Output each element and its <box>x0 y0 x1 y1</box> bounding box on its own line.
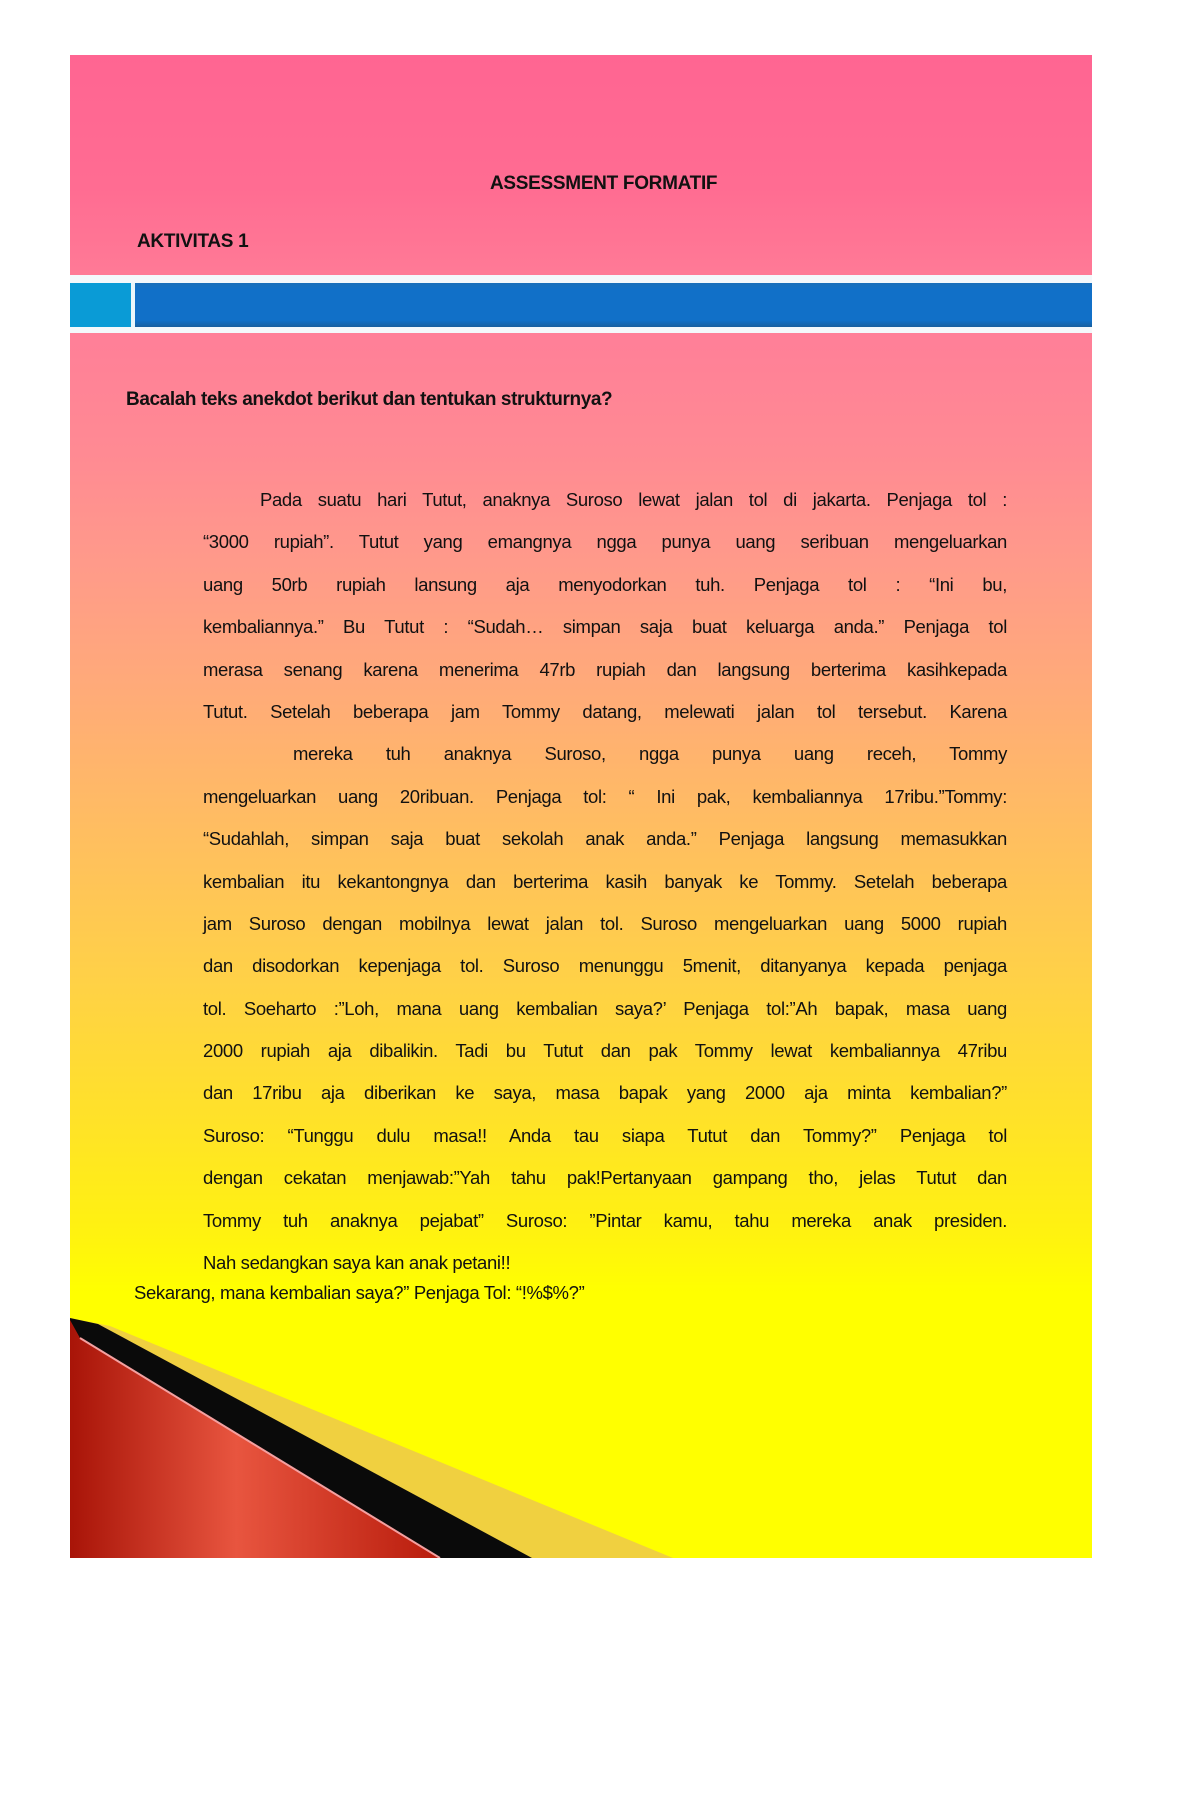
page-title: ASSESSMENT FORMATIF <box>490 173 718 194</box>
story-line: dengan cekatan menjawab:”Yah tahu pak!Pertanyaan gampang tho, jelas Tutut dan <box>203 1167 1007 1189</box>
story-line: tol. Soeharto :”Loh, mana uang kembalian saya?’ Penjaga tol:”Ah bapak, masa uang <box>203 997 1007 1019</box>
divider-line <box>70 275 1092 283</box>
blue-accent-block <box>70 283 131 327</box>
instruction-question: Bacalah teks anekdot berikut dan tentukan strukturnya? <box>126 389 613 410</box>
story-line: Tommy tuh anaknya pejabat” Suroso: ”Pintar kamu, tahu mereka anak presiden. <box>203 1209 1007 1231</box>
anecdote-text <box>203 479 1007 1284</box>
story-line: dan disodorkan kepenjaga tol. Suroso menunggu 5menit, ditanyanya kepada penjaga <box>203 955 1007 977</box>
story-line: merasa senang karena menerima 47rb rupiah dan langsung berterima kasihkepada <box>203 658 1007 680</box>
story-line: uang 50rb rupiah lansung aja menyodorkan tuh. Penjaga tol : “Ini bu, <box>203 573 1007 595</box>
story-closing-line: Sekarang, mana kembalian saya?” Penjaga Tol: “!%$%?” <box>134 1282 585 1303</box>
story-line: Pada suatu hari Tutut, anaknya Suroso lewat jalan tol di jakarta. Penjaga tol : <box>260 489 1007 510</box>
decorative-corner-swoosh <box>70 1318 1092 1558</box>
story-line: mengeluarkan uang 20ribuan. Penjaga tol: “ Ini pak, kembaliannya 17ribu.”Tommy: <box>203 785 1007 807</box>
header-band <box>70 55 1092 275</box>
story-line: Suroso: “Tunggu dulu masa!! Anda tau siapa Tutut dan Tommy?” Penjaga tol <box>203 1124 1007 1146</box>
story-line: Tutut. Setelah beberapa jam Tommy datang, melewati jalan tol tersebut. Karena <box>203 700 1007 722</box>
story-line: dan 17ribu aja diberikan ke saya, masa bapak yang 2000 aja minta kembalian?” <box>203 1082 1007 1104</box>
story-line: mereka tuh anaknya Suroso, ngga punya uang receh, Tommy <box>293 743 1007 765</box>
activity-label: AKTIVITAS 1 <box>137 231 249 252</box>
story-line: “Sudahlah, simpan saja buat sekolah anak anda.” Penjaga langsung memasukkan <box>203 828 1007 850</box>
story-line: kembaliannya.” Bu Tutut : “Sudah… simpan saja buat keluarga anda.” Penjaga tol <box>203 616 1007 638</box>
story-line: kembalian itu kekantongnya dan berterima kasih banyak ke Tommy. Setelah beberapa <box>203 870 1007 892</box>
blue-divider-band <box>70 283 1092 327</box>
blue-bar <box>135 283 1092 327</box>
document-page <box>70 55 1092 1558</box>
story-line: jam Suroso dengan mobilnya lewat jalan tol. Suroso mengeluarkan uang 5000 rupiah <box>203 912 1007 934</box>
story-line: “3000 rupiah”. Tutut yang emangnya ngga punya uang seribuan mengeluarkan <box>203 531 1007 553</box>
story-line: 2000 rupiah aja dibalikin. Tadi bu Tutut dan pak Tommy lewat kembaliannya 47ribu <box>203 1040 1007 1062</box>
story-line: Nah sedangkan saya kan anak petani!! <box>203 1252 511 1274</box>
